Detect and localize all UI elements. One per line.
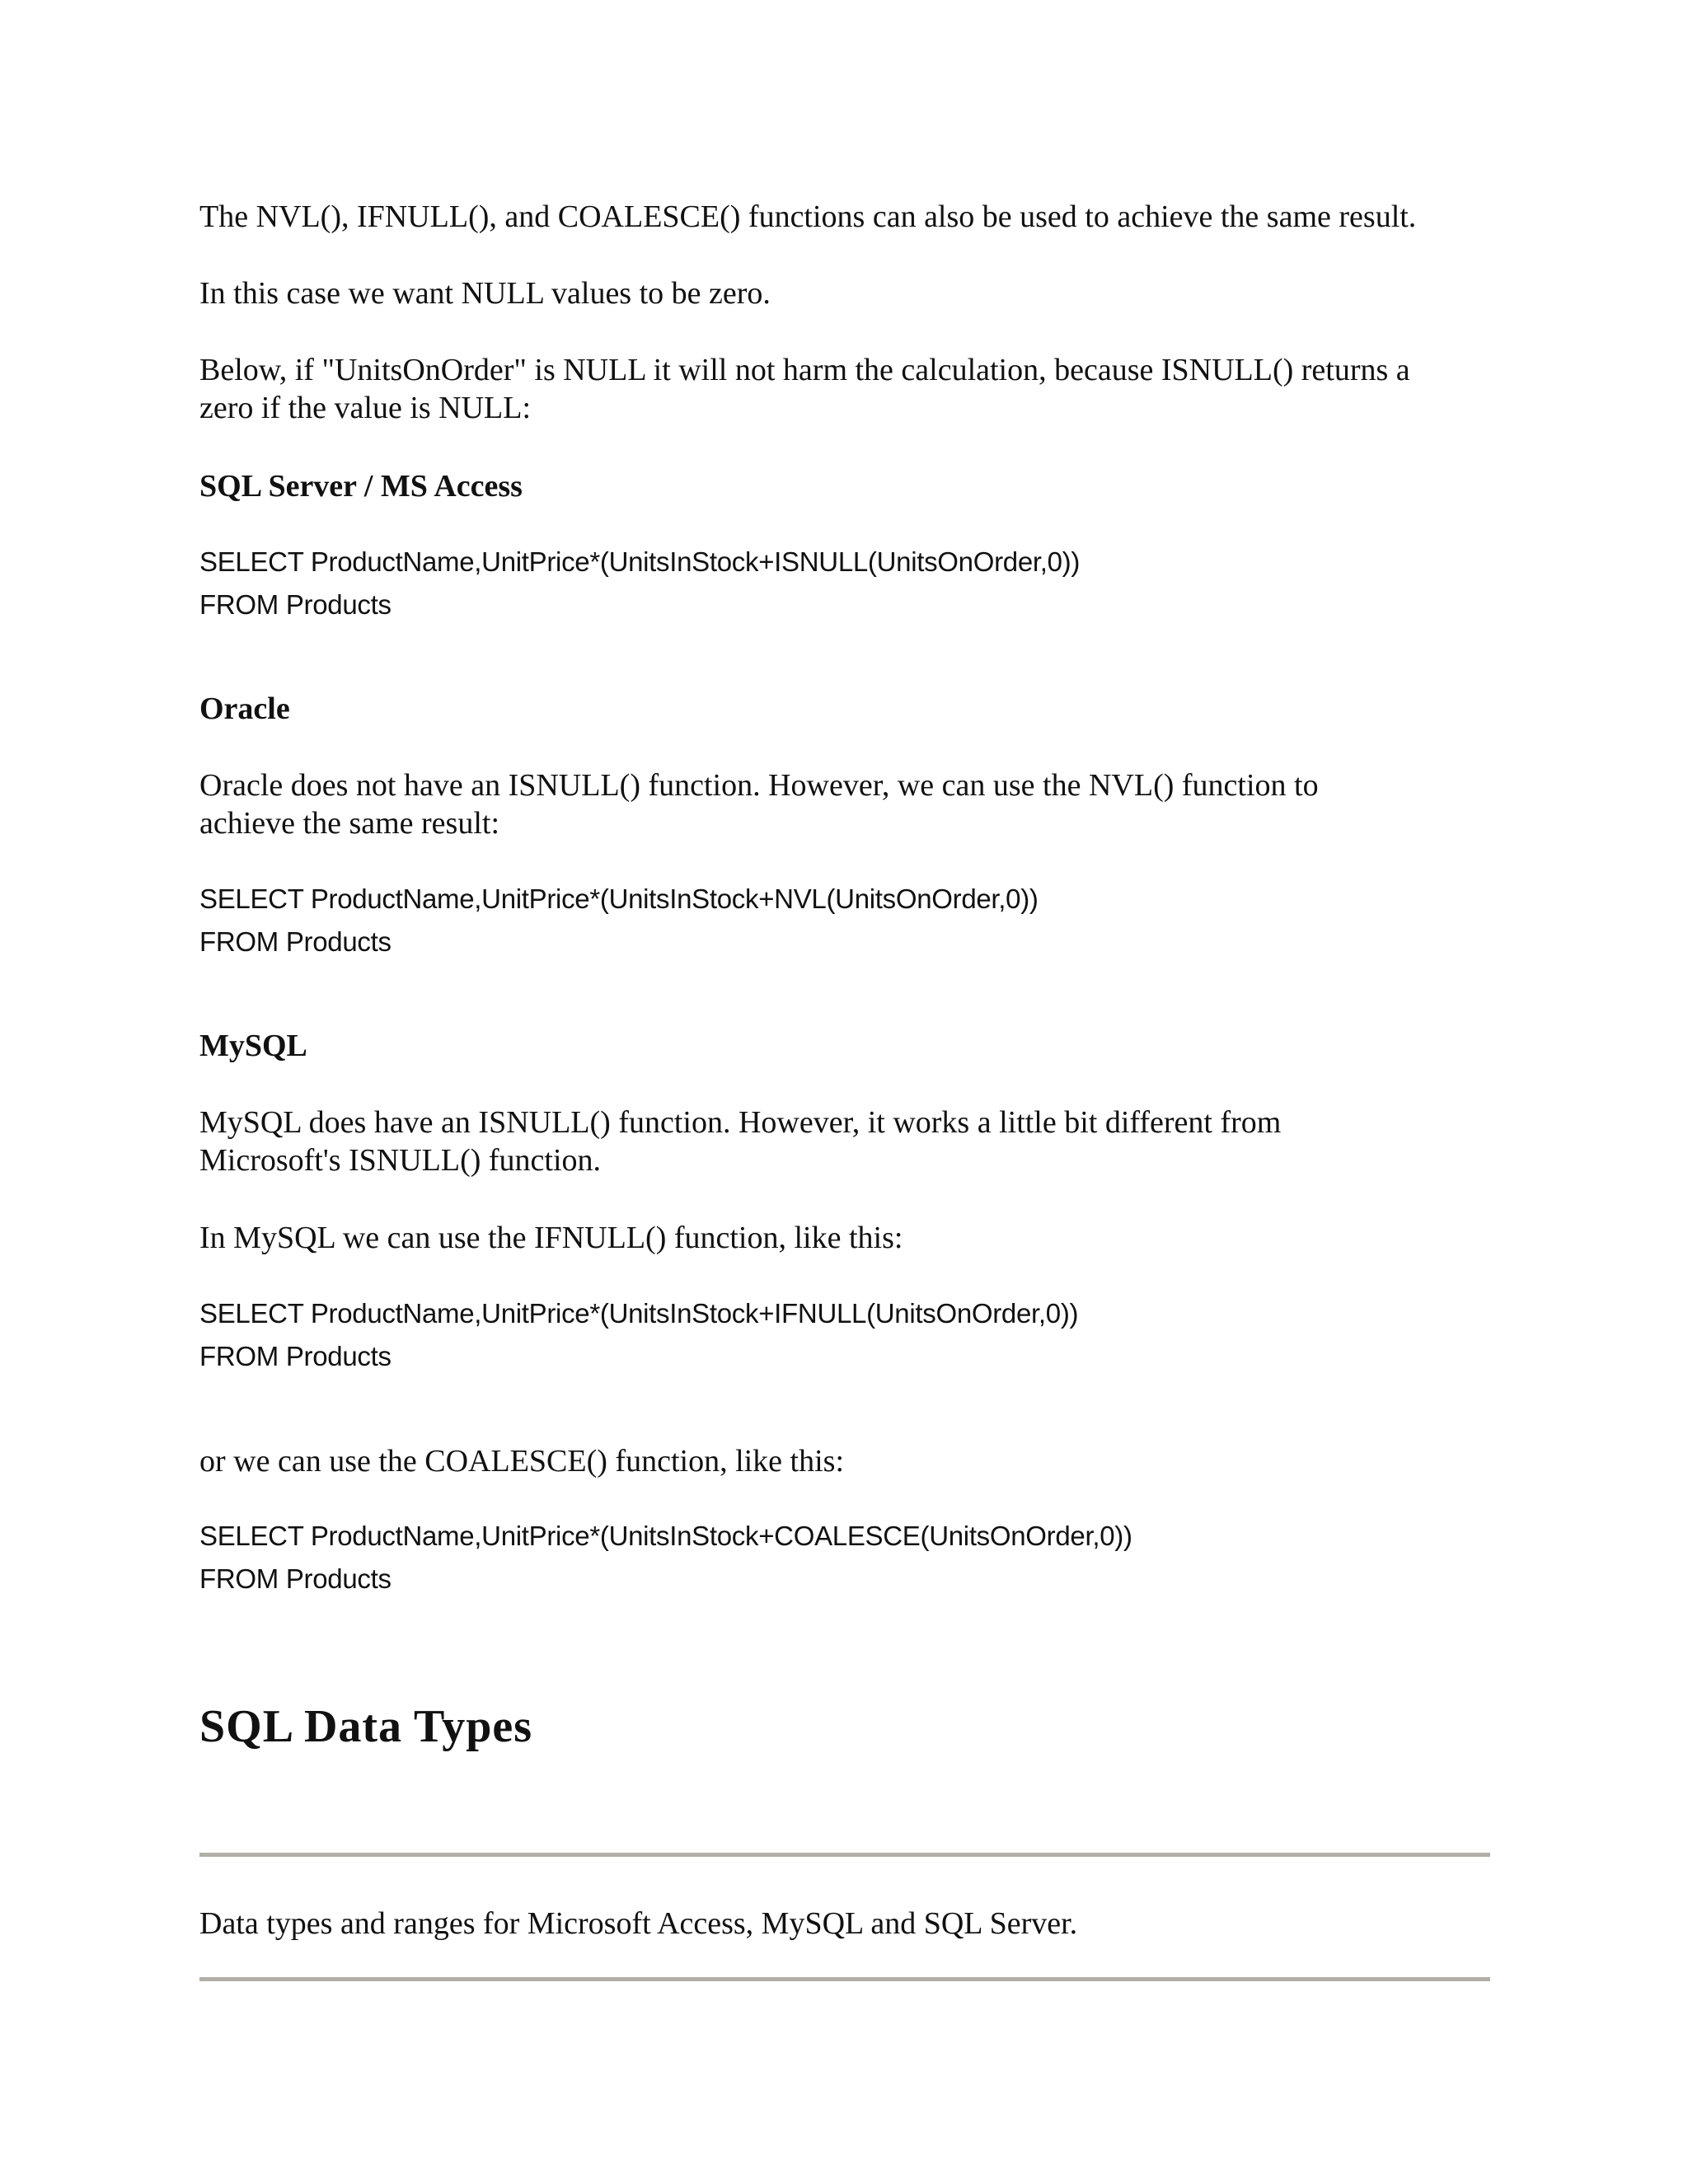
code-line: SELECT ProductName,UnitPrice*(UnitsInStock+ISNULL(UnitsOnOrder,0)) xyxy=(199,546,1081,577)
mysql-paragraph-line-2: Microsoft's ISNULL() function. xyxy=(199,1143,602,1178)
sqlserver-heading: SQL Server / MS Access xyxy=(199,469,523,504)
mysql-coalesce-code-block xyxy=(199,1515,1132,1601)
coalesce-paragraph: or we can use the COALESCE() function, like this: xyxy=(199,1444,845,1479)
bottom-divider xyxy=(199,1977,1490,1981)
oracle-paragraph-line-1: Oracle does not have an ISNULL() function. However, we can use the NVL() function to xyxy=(199,768,1319,803)
code-line: FROM Products xyxy=(199,1341,392,1371)
code-line: FROM Products xyxy=(199,1563,392,1594)
isnull-explanation-line-2: zero if the value is NULL: xyxy=(199,391,532,425)
mysql-ifnull-paragraph: In MySQL we can use the IFNULL() function, like this: xyxy=(199,1221,903,1255)
section-title: SQL Data Types xyxy=(199,1701,533,1752)
mysql-paragraph-line-1: MySQL does have an ISNULL() function. However, it works a little bit different from xyxy=(199,1105,1282,1140)
code-line: FROM Products xyxy=(199,926,392,957)
null-zero-paragraph: In this case we want NULL values to be zero. xyxy=(199,276,771,311)
intro-paragraph: The NVL(), IFNULL(), and COALESCE() functions can also be used to achieve the same result. xyxy=(199,199,1417,234)
mysql-heading: MySQL xyxy=(199,1029,307,1063)
mysql-ifnull-code-block xyxy=(199,1292,1078,1378)
sqlserver-code-block xyxy=(199,541,1080,626)
code-line: SELECT ProductName,UnitPrice*(UnitsInStock+IFNULL(UnitsOnOrder,0)) xyxy=(199,1298,1079,1329)
top-divider xyxy=(199,1853,1490,1857)
oracle-code-block xyxy=(199,878,1039,963)
code-line: FROM Products xyxy=(199,589,392,620)
isnull-explanation-line-1: Below, if "UnitsOnOrder" is NULL it will not harm the calculation, because ISNULL() returns a xyxy=(199,353,1410,387)
data-types-intro: Data types and ranges for Microsoft Access, MySQL and SQL Server. xyxy=(199,1906,1078,1941)
oracle-heading: Oracle xyxy=(199,691,290,726)
code-line: SELECT ProductName,UnitPrice*(UnitsInStock+NVL(UnitsOnOrder,0)) xyxy=(199,883,1039,914)
code-line: SELECT ProductName,UnitPrice*(UnitsInStock+COALESCE(UnitsOnOrder,0)) xyxy=(199,1521,1132,1551)
oracle-paragraph-line-2: achieve the same result: xyxy=(199,806,500,841)
